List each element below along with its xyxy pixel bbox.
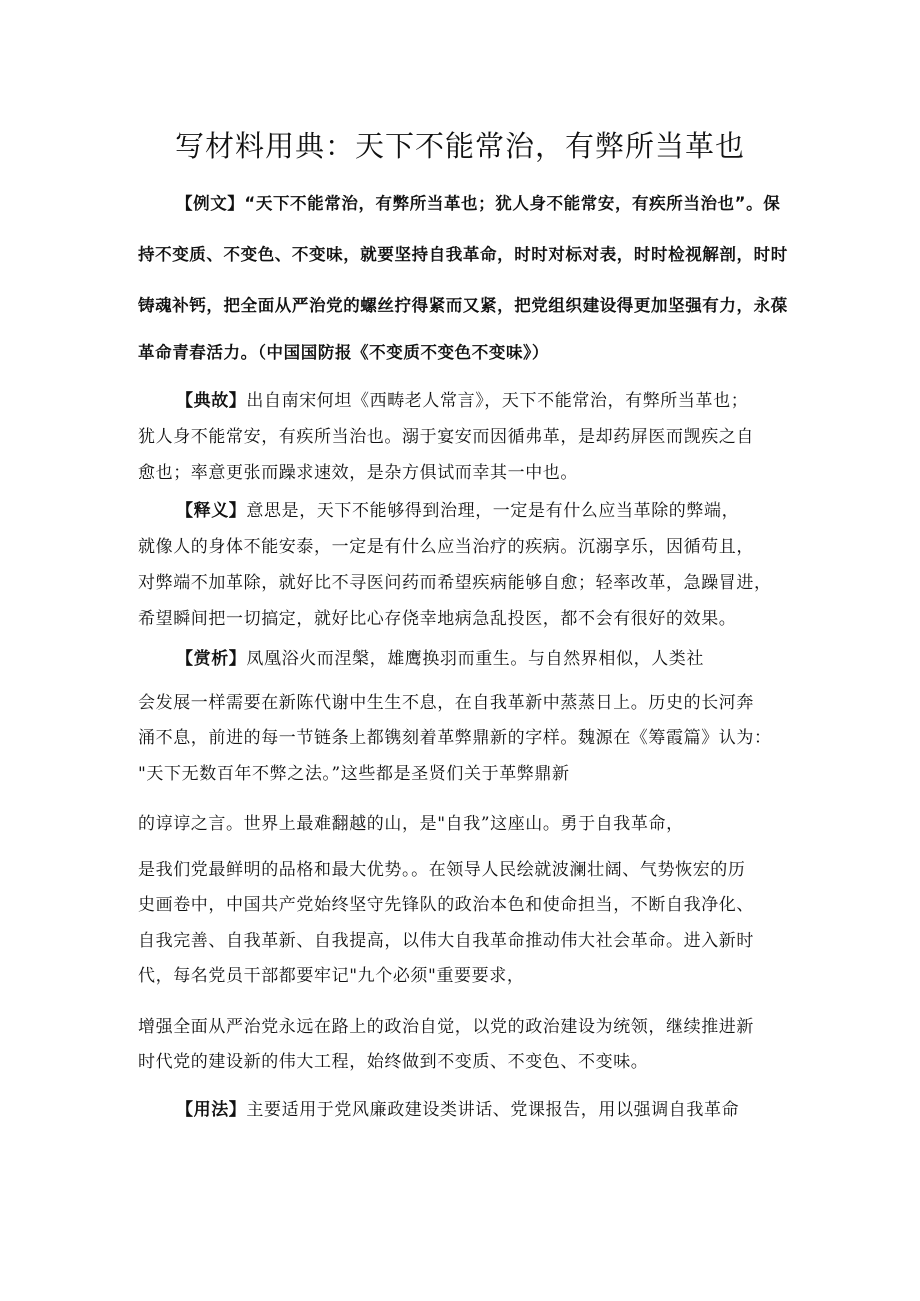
appreciation-line-1	[176, 647, 704, 671]
appreciation-line-8: 自我完善、自我革新、自我提高，以伟大自我革命推动伟大社会革命。进入新时	[138, 931, 754, 951]
document-title: 写材料用典：天下不能常治，有弊所当革也	[174, 129, 745, 163]
allusion-line-1	[176, 389, 748, 413]
appreciation-line-3: 涌不息，前进的每一节链条上都镌刻着革弊鼎新的字样。魏源在《筹霞篇》认为：	[138, 728, 772, 748]
example-line-1	[176, 192, 780, 216]
appreciation-line-7: 史画卷中，中国共产党始终坚守先锋队的政治本色和使命担当，不断自我净化、	[138, 895, 754, 915]
example-line-3: 铸魂补钙，把全面从严治党的螺丝拧得紧而又紧，把党组织建设得更加坚强有力，永葆	[138, 296, 788, 315]
meaning-line-1	[176, 499, 739, 523]
allusion-tag: 【典故】	[176, 391, 247, 411]
meaning-tag: 【释义】	[176, 501, 247, 521]
allusion-text: 出自南宋何坦《西畴老人常言》，天下不能常治，有弊所当革也；	[246, 391, 749, 411]
appreciation-line-6: 是我们党最鲜明的品格和最大优势。。在领导人民绘就波澜壮阔、气势恢宏的历	[138, 860, 746, 880]
meaning-line-2: 就像人的身体不能安泰，一定是有什么应当治疗的疾病。沉溺享乐，因循苟且，	[138, 537, 754, 557]
appreciation-line-11: 时代党的建设新的伟大工程，始终做到不变质、不变色、不变味。	[138, 1052, 649, 1072]
appreciation-line-4: "天下无数百年不弊之法。”这些都是圣贤们关于革弊鼎新	[138, 764, 570, 784]
appreciation-line-10: 增强全面从严治党永远在路上的政治自觉，以党的政治建设为统领，继续推进新	[138, 1017, 754, 1037]
appreciation-line-2: 会发展一样需要在新陈代谢中生生不息，在自我革新中蒸蒸日上。历史的长河奔	[138, 693, 754, 713]
example-line-4: 革命青春活力。（中国国防报《不变质不变色不变味》）	[138, 343, 549, 362]
appreciation-line-9: 代，每名党员干部都要牢记"九个必须"重要要求，	[138, 966, 525, 986]
usage-line-1	[176, 1098, 739, 1122]
allusion-line-3: 愈也；率意更张而躁求速效，是杂方俱试而幸其一中也。	[138, 463, 578, 483]
meaning-line-3: 对弊端不加革除，就好比不寻医问药而希望疾病能够自愈；轻率改革，急躁冒进，	[138, 573, 772, 593]
usage-tag: 【用法】	[176, 1100, 247, 1120]
allusion-line-2: 犹人身不能常安，有疾所当治也。溺于宴安而因循弗革，是却药屏医而觊疾之自	[138, 427, 754, 447]
usage-text: 主要适用于党风廉政建设类讲话、党课报告，用以强调自我革命	[246, 1100, 740, 1120]
appreciation-line-5: 的谆谆之言。世界上最难翻越的山，是"自我”这座山。勇于自我革命，	[138, 814, 684, 834]
example-line-2: 持不变质、不变色、不变味，就要坚持自我革命，时时对标对表，时时检视解剖，时时	[138, 245, 788, 264]
appreciation-text: 凤凰浴火而涅槃，雄鹰换羽而重生。与自然界相似，人类社	[246, 649, 705, 669]
example-text: “天下不能常治，有弊所当革也；犹人身不能常安，有疾所当治也”。保	[244, 194, 781, 213]
example-tag: 【例文】	[176, 194, 245, 213]
meaning-text: 意思是，天下不能够得到治理，一定是有什么应当革除的弊端，	[246, 501, 740, 521]
meaning-line-4: 希望瞬间把一切搞定，就好比心存侥幸地病急乱投医，都不会有很好的效果。	[138, 609, 737, 629]
appreciation-tag: 【赏析】	[176, 649, 247, 669]
